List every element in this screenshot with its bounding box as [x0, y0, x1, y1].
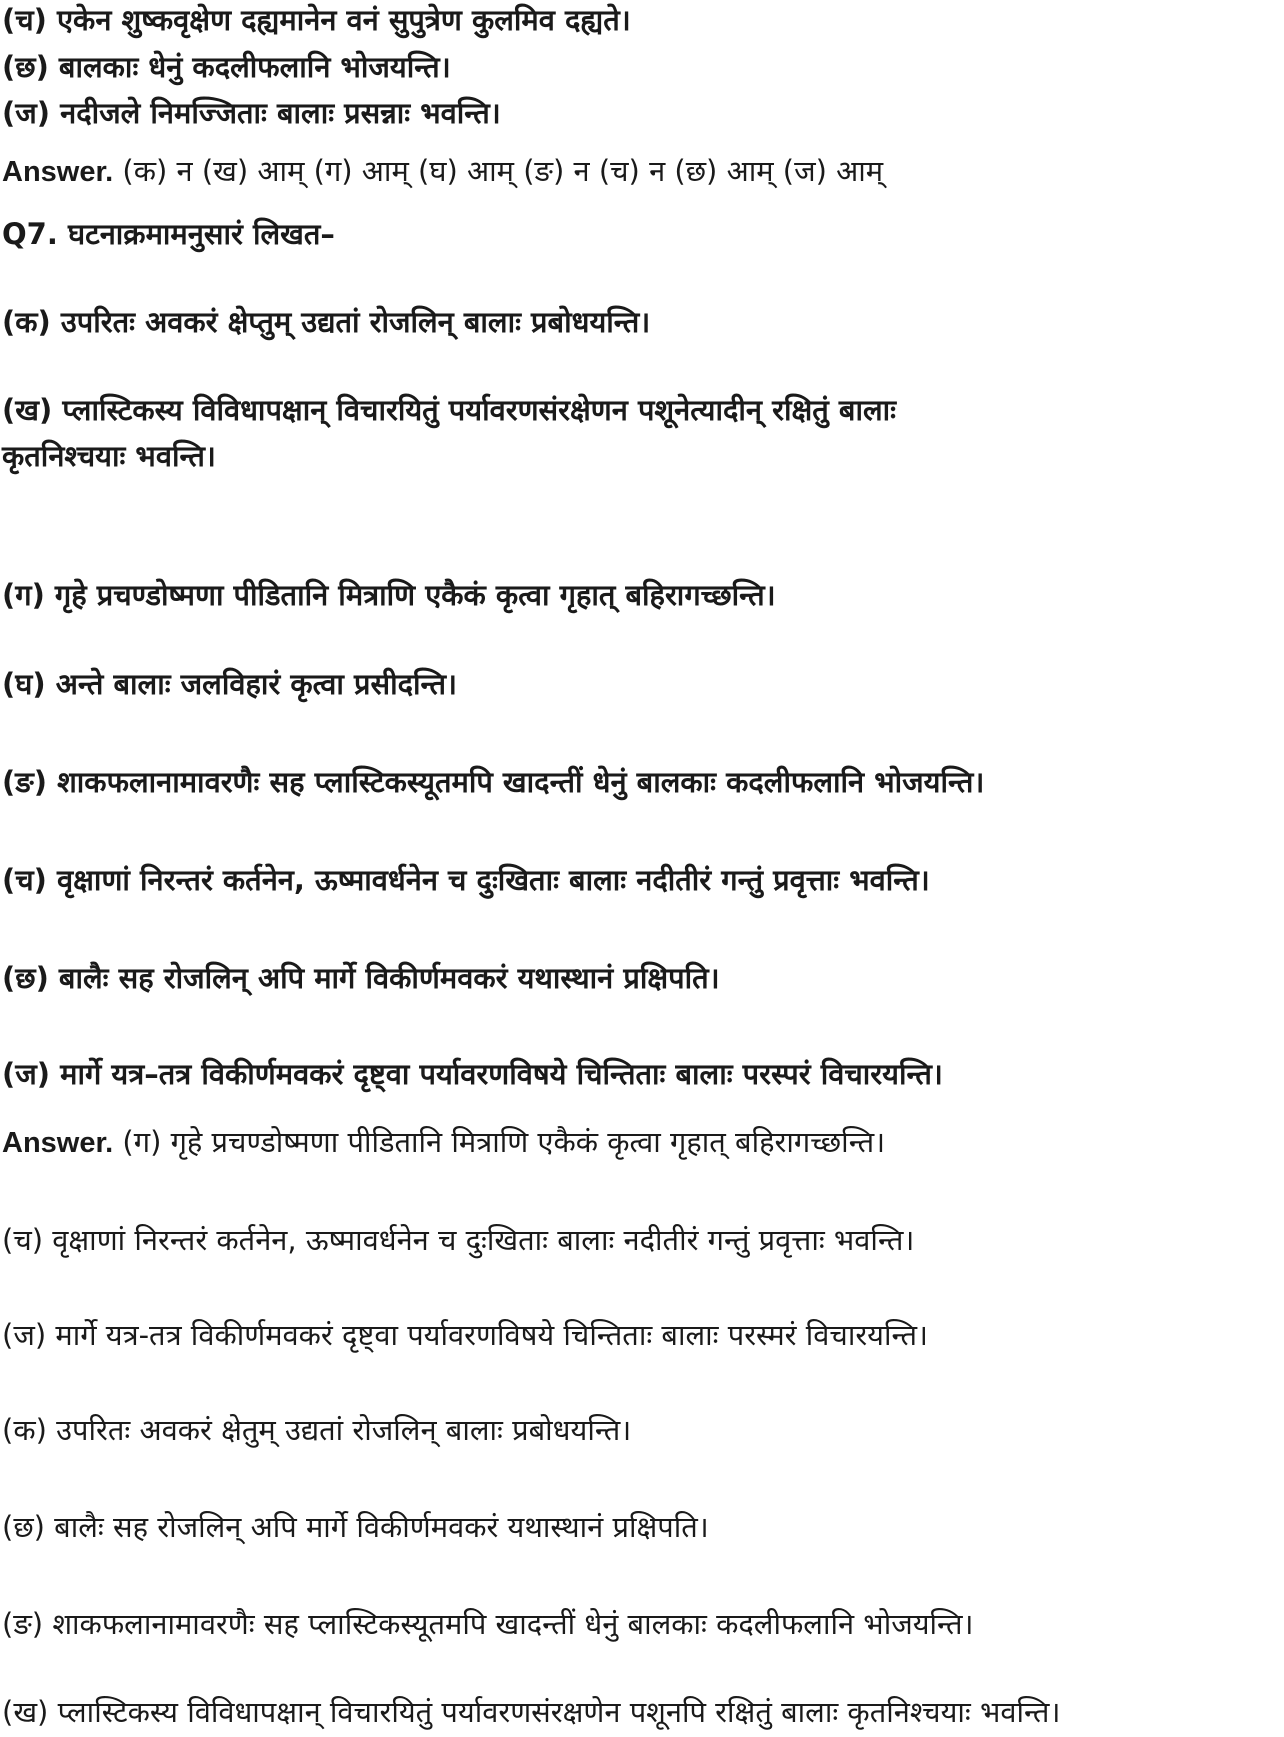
answer-label: Answer. [2, 156, 114, 188]
answer-7-item: (ख) प्लास्टिकस्य विविधापक्षान् विचारयितुं पर्यावरणसंरक्षणेन पशूनपि रक्षितुं बालाः कृतनिश्चयाः भवन्ति। [2, 1695, 1061, 1729]
answer-7 [2, 1122, 885, 1163]
q7-item-gha: (घ) अन्ते बालाः जलविहारं कृत्वा प्रसीदन्ति। [2, 667, 458, 701]
answer-7-item: (क) उपरितः अवकरं क्षेतुम् उद्यतां रोजलिन् बालाः प्रबोधयन्ति। [2, 1413, 632, 1447]
answer-7-item: (ङ) शाकफलानामावरणैः सह प्लास्टिकस्यूतमपि खादन्तीं धेनुं बालकाः कदलीफलानि भोजयन्ति। [2, 1607, 974, 1641]
q7-item-ka: (क) उपरितः अवकरं क्षेप्तुम् उद्यतां रोजलिन् बालाः प्रबोधयन्ति। [2, 305, 651, 339]
top-item-j: (ज) नदीजले निमज्जिताः बालाः प्रसन्नाः भवन्ति। [2, 96, 501, 130]
q7-item-kha-cont: कृतनिश्चयाः भवन्ति। [2, 439, 216, 473]
answer-7-first: (ग) गृहे प्रचण्डोष्मणा पीडितानि मित्राणि एकैकं कृत्वा गृहात् बहिरागच्छन्ति। [113, 1125, 886, 1159]
answer-7-item: (ज) मार्गे यत्र-तत्र विकीर्णमवकरं दृष्ट्वा पर्यावरणविषये चिन्तिताः बालाः परस्मरं विचारयन्ति। [2, 1318, 928, 1352]
answer-label: Answer. [2, 1127, 114, 1159]
q7-item-cha: (च) वृक्षाणां निरन्तरं कर्तनेन, ऊष्मावर्धनेन च दुःखिताः बालाः नदीतीरं गन्तुं प्रवृत्ताः भवन्ति। [2, 863, 930, 897]
q7-item-chha: (छ) बालैः सह रोजलिन् अपि मार्गे विकीर्णमवकरं यथास्थानं प्रक्षिपति। [2, 961, 720, 995]
top-item-chh: (छ) बालकाः धेनुं कदलीफलानि भोजयन्ति। [2, 50, 451, 84]
q7-item-kha: (ख) प्लास्टिकस्य विविधापक्षान् विचारयितुं पर्यावरणसंरक्षेणन पशूनेत्यादीन् रक्षितुं बालाः [2, 393, 896, 427]
question-7-title: Q7. घटनाक्रमामनुसारं लिखत– [2, 217, 335, 251]
answer-7-item: (च) वृक्षाणां निरन्तरं कर्तनेन, ऊष्मावर्धनेन च दुःखिताः बालाः नदीतीरं गन्तुं प्रवृत्ताः भवन्ति। [2, 1223, 915, 1257]
top-item-ch: (च) एकेन शुष्कवृक्षेण दह्यमानेन वनं सुपुत्रेण कुलमिव दह्यते। [2, 3, 631, 37]
answer-6 [2, 151, 883, 192]
answer-6-text: (क) न (ख) आम् (ग) आम् (घ) आम् (ङ) न (च) न (छ) आम् (ज) आम् [113, 154, 884, 188]
q7-item-ja: (ज) मार्गे यत्र–तत्र विकीर्णमवकरं दृष्ट्वा पर्यावरणविषये चिन्तिताः बालाः परस्परं विचारयन्ति। [2, 1057, 943, 1091]
q7-item-nga: (ङ) शाकफलानामावरणैः सह प्लास्टिकस्यूतमपि खादन्तीं धेनुं बालकाः कदलीफलानि भोजयन्ति। [2, 765, 985, 799]
q7-item-ga: (ग) गृहे प्रचण्डोष्मणा पीडितानि मित्राणि एकैकं कृत्वा गृहात् बहिरागच्छन्ति। [2, 578, 776, 612]
answer-7-item: (छ) बालैः सह रोजलिन् अपि मार्गे विकीर्णमवकरं यथास्थानं प्रक्षिपति। [2, 1510, 709, 1544]
